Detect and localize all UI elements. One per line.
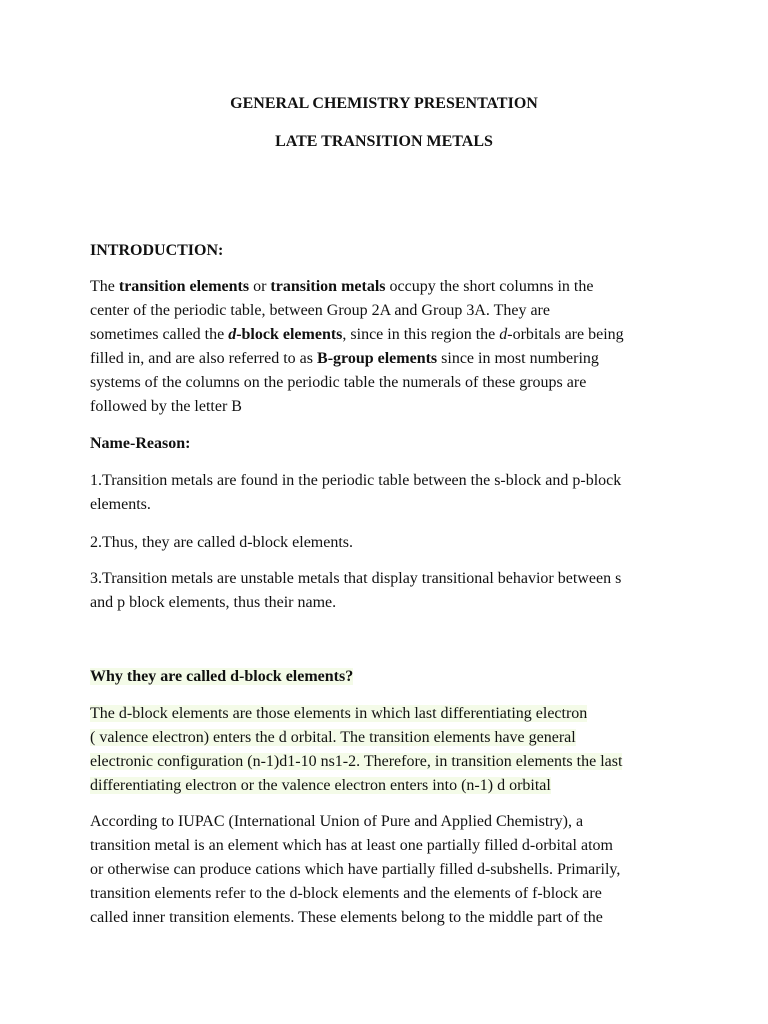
text-run: The: [90, 278, 119, 295]
reason-item-2: [90, 531, 690, 555]
paragraph-line: 1.Transition metals are found in the periodic table between the s-block and p-block: [90, 472, 622, 489]
italic-term: d: [499, 326, 508, 343]
paragraph-line: [90, 702, 690, 726]
paragraph-line: [90, 726, 690, 750]
paragraph-line: transition metal is an element which has at least one partially filled d-orbital atom: [90, 837, 613, 854]
text-run: , since in this region the: [342, 326, 500, 343]
text-run: filled in, and are also referred to as: [90, 350, 318, 367]
paragraph-line: [90, 275, 690, 299]
paragraph-line: [90, 774, 690, 798]
text-run: or: [249, 278, 271, 295]
text-run: -orbitals are being: [507, 326, 624, 343]
why-d-block-paragraph: [90, 702, 690, 798]
iupac-paragraph: [90, 810, 690, 930]
paragraph-line: called inner transition elements. These elements belong to the middle part of the: [90, 909, 603, 926]
document-title: GENERAL CHEMISTRY PRESENTATION: [230, 95, 538, 112]
bold-term: B-group elements: [317, 350, 438, 367]
paragraph-line: According to IUPAC (International Union of Pure and Applied Chemistry), a: [90, 813, 584, 830]
paragraph-line: elements.: [90, 496, 151, 513]
document-subtitle: LATE TRANSITION METALS: [275, 133, 493, 150]
paragraph-line: 3.Transition metals are unstable metals that display transitional behavior between s: [90, 570, 622, 587]
paragraph-line: followed by the letter B: [90, 398, 242, 415]
introduction-heading: INTRODUCTION:: [90, 242, 224, 259]
bold-term: transition metals: [270, 278, 386, 295]
paragraph-line: 2.Thus, they are called d-block elements.: [90, 534, 354, 551]
bold-term: -block elements: [236, 326, 343, 343]
why-d-block-heading: [90, 667, 690, 687]
name-reason-heading: Name-Reason:: [90, 435, 191, 452]
highlighted-text: ( valence electron) enters the d orbital. The transition elements have general: [90, 729, 576, 746]
highlighted-text: The d-block elements are those elements in which last differentiating electron: [90, 705, 588, 722]
paragraph-line: [90, 323, 690, 347]
highlighted-text: differentiating electron or the valence electron enters into (n-1) d orbital: [90, 777, 551, 794]
highlighted-text: electronic configuration (n-1)d1-10 ns1-2. Therefore, in transition elements the last: [90, 753, 623, 770]
bold-italic-term: d: [228, 326, 237, 343]
highlighted-heading-text: Why they are called d-block elements?: [90, 668, 354, 685]
text-run: occupy the short columns in the: [385, 278, 594, 295]
paragraph-line: or otherwise can produce cations which have partially filled d-subshells. Primarily,: [90, 861, 621, 878]
text-run: sometimes called the: [90, 326, 229, 343]
text-run: since in most numbering: [437, 350, 599, 367]
paragraph-line: systems of the columns on the periodic table the numerals of these groups are: [90, 374, 587, 391]
paragraph-line: center of the periodic table, between Group 2A and Group 3A. They are: [90, 302, 550, 319]
introduction-paragraph: [90, 275, 690, 419]
reason-item-3: [90, 567, 690, 615]
paragraph-line: and p block elements, thus their name.: [90, 594, 337, 611]
paragraph-line: transition elements refer to the d-block elements and the elements of f-block are: [90, 885, 602, 902]
reason-item-1: [90, 469, 690, 517]
paragraph-line: [90, 347, 690, 371]
paragraph-line: [90, 750, 690, 774]
bold-term: transition elements: [118, 278, 250, 295]
